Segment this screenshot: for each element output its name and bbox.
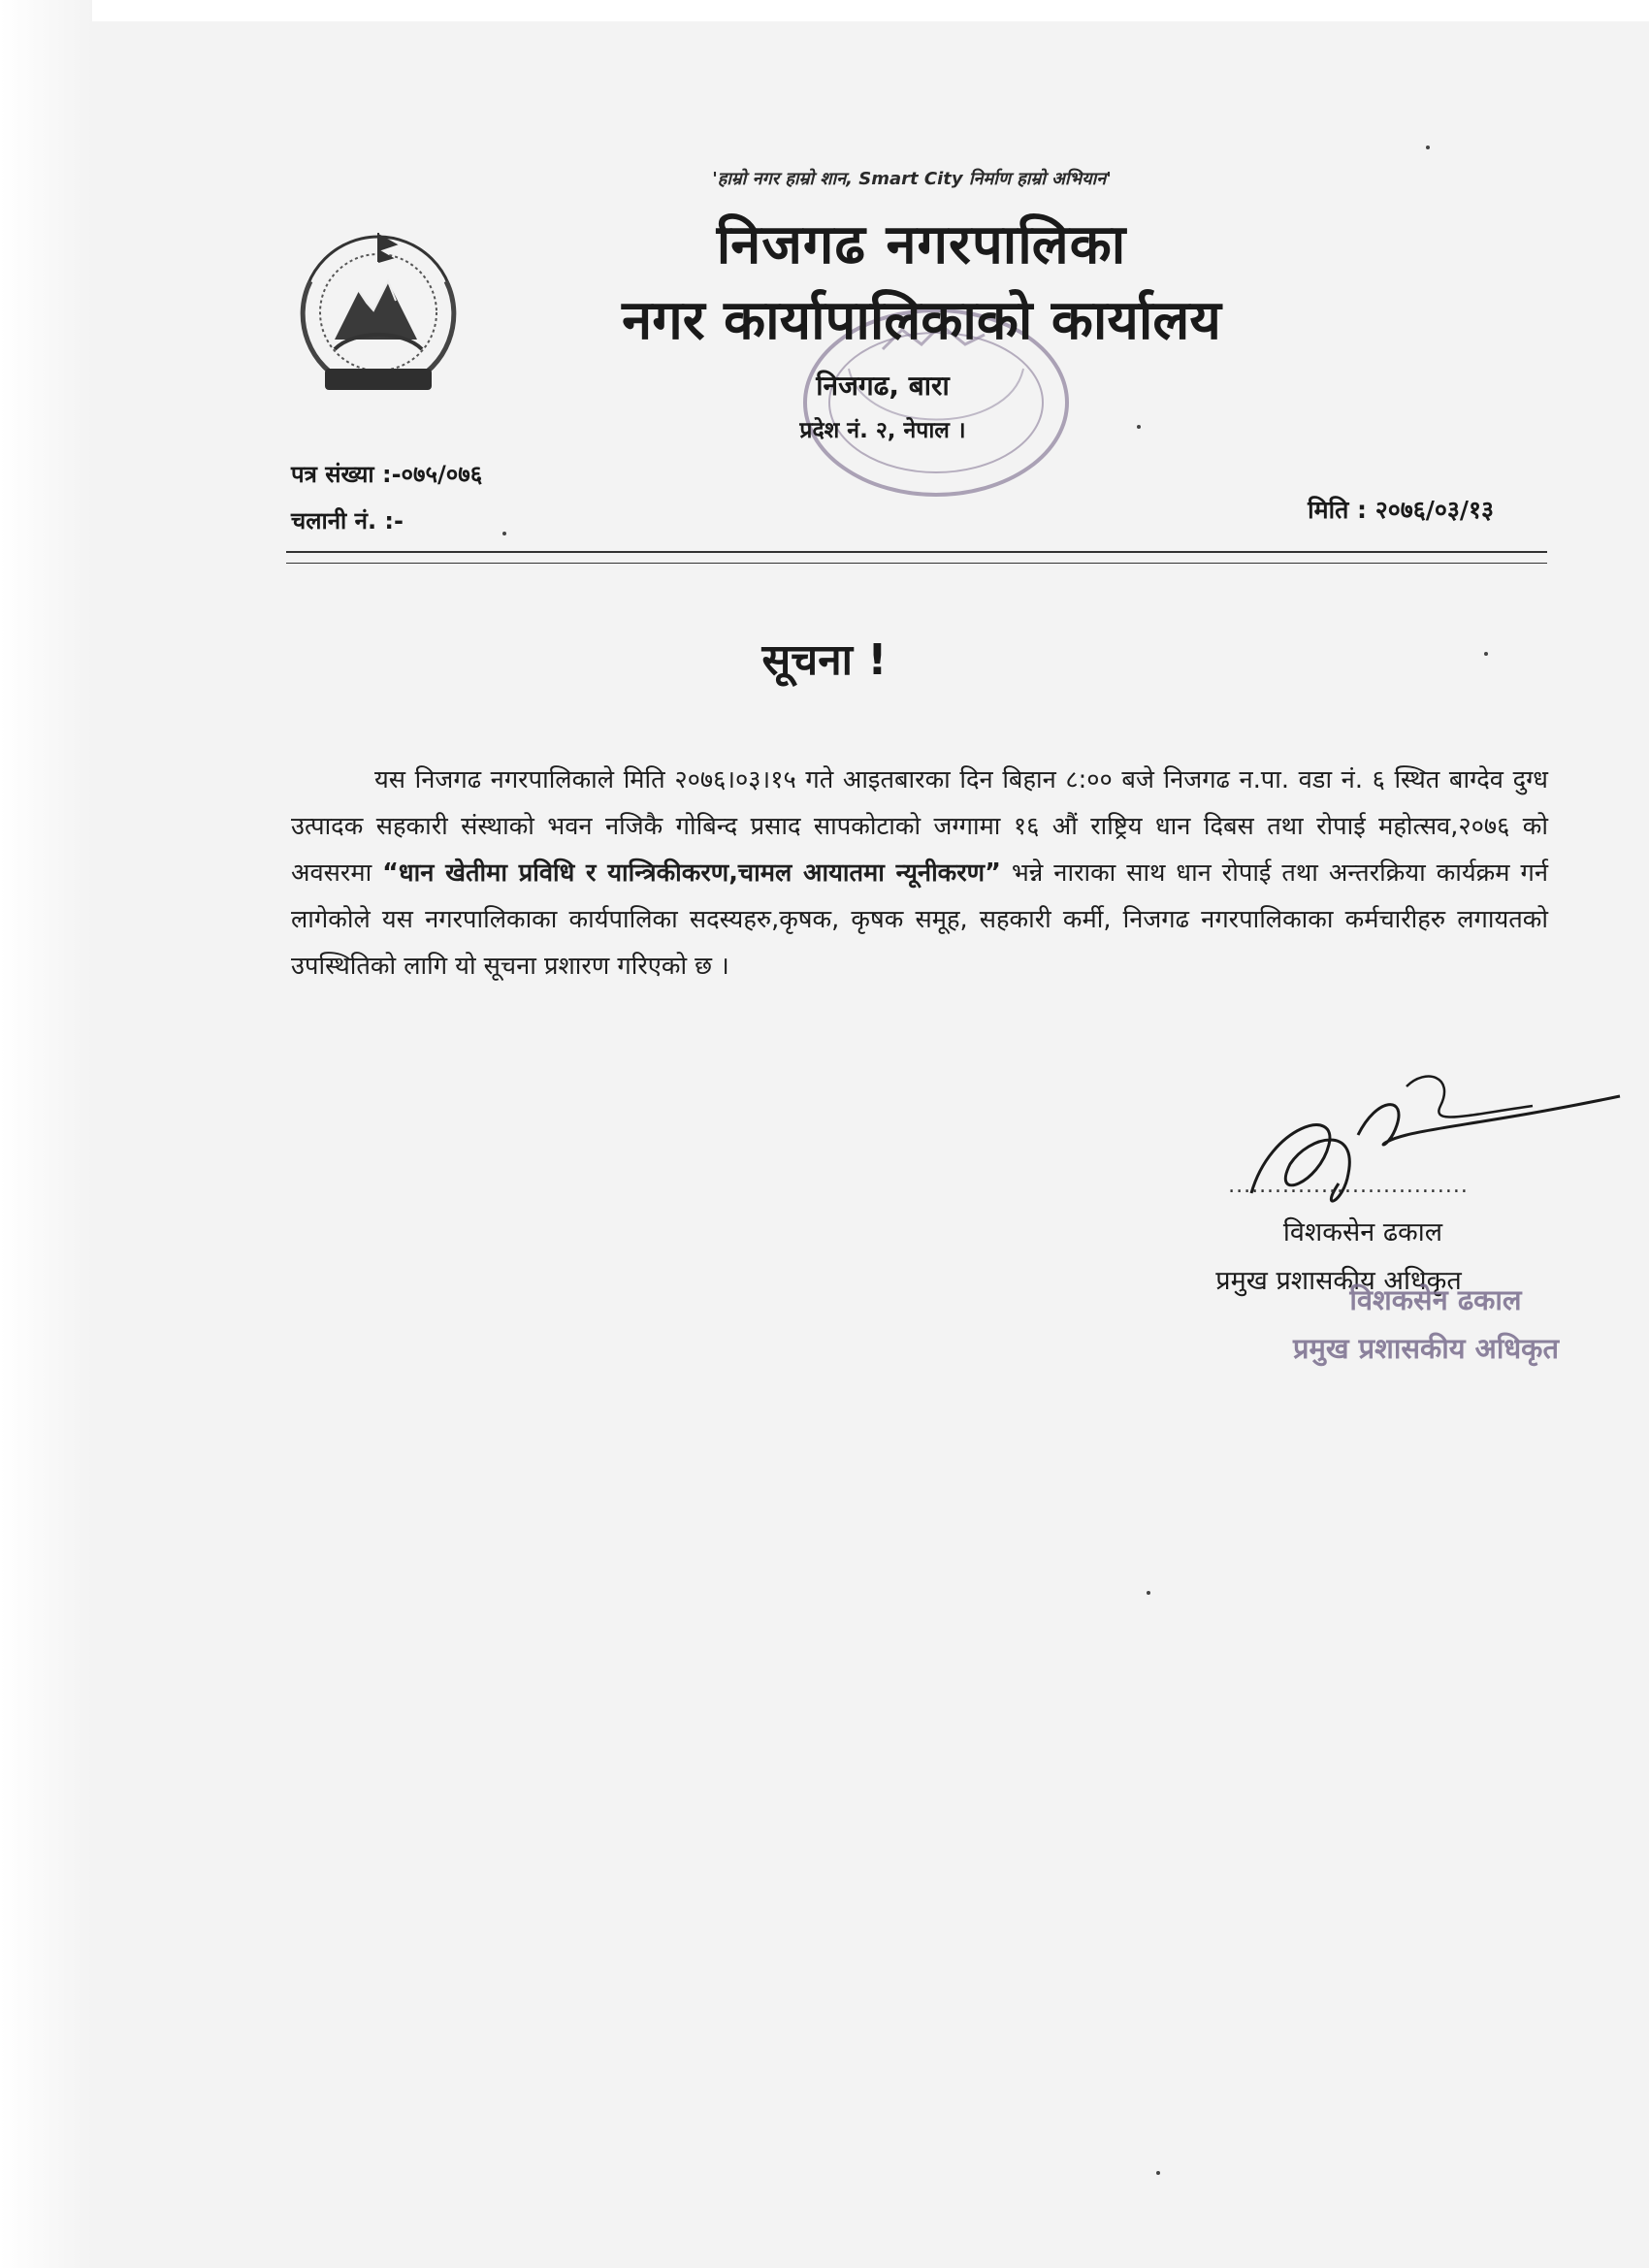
scan-speck <box>1484 652 1488 656</box>
office-title: नगर कार्यापालिकाको कार्यालय <box>622 289 1221 352</box>
scan-speck <box>1147 1591 1150 1595</box>
address-province: प्रदेश नं. २, नेपाल । <box>799 418 966 443</box>
scan-speck <box>502 532 506 535</box>
header-divider <box>286 563 1547 564</box>
scan-speck <box>1426 146 1430 149</box>
handwritten-signature-icon <box>1212 1067 1649 1222</box>
address-location: निजगढ, बारा <box>816 370 950 402</box>
notice-body-text: यस निजगढ नगरपालिकाले मिति २०७६।०३।१५ गते आइतबारका दिन बिहान ८:०० बजे निजगढ न.पा. वडा नं. ६ स्थित बाग्देव दुग्ध उत्पादक सहकारी संस्थाको भवन नजिकै गोबिन्द प्रसाद सापकोटाको जग्गामा १६ औं राष्ट्रिय धान दिबस तथा रोपाई महोत्सव,२०७६ को अवसरमा <box>291 765 1548 888</box>
campaign-slogan: “धान खेतीमा प्रविधि र यान्त्रिकीकरण,चामल आयातमा न्यूनीकरण” <box>382 859 1001 888</box>
scan-speck <box>1137 425 1141 429</box>
signatory-title: प्रमुख प्रशासकीय अधिकृत <box>1215 1266 1462 1296</box>
municipality-title: निजगढ नगरपालिका <box>716 213 1127 276</box>
scan-edge <box>0 0 92 2268</box>
signatory-name: विशकसेन ढकाल <box>1282 1217 1443 1247</box>
notice-body <box>291 757 1548 989</box>
stamp-name: विशकसेन ढकाल <box>1349 1283 1522 1316</box>
notice-body-text: भन्ने नाराका साथ धान रोपाई तथा अन्तरक्रिया कार्यक्रम गर्न लागेकोले यस नगरपालिकाका कार्यपालिका सदस्यहरु,कृषक, कृषक समूह, सहकारी कर्मी, निजगढ नगरपालिकाका कर्मचारीहरु लगायतको उपस्थितिको लागि यो सूचना प्रशारण गरिएको छ । <box>291 859 1548 981</box>
stamp-title: प्रमुख प्रशासकीय अधिकृत <box>1292 1332 1559 1365</box>
letter-date: मिति : २०७६/०३/१३ <box>1308 496 1494 524</box>
letter-number: पत्र संख्या :-०७५/०७६ <box>291 461 483 488</box>
signature-line: ............................... <box>1228 1174 1469 1198</box>
notice-heading: सूचना ! <box>761 635 888 685</box>
scan-speck <box>1156 2171 1160 2175</box>
dispatch-number: चलानी नं. :- <box>291 507 404 535</box>
nepal-emblem-icon <box>281 223 475 407</box>
scan-edge <box>0 0 1649 21</box>
header-slogan: 'हाम्रो नगर हाम्रो शान, Smart City निर्माण हाम्रो अभियान' <box>712 169 1112 189</box>
header-divider <box>286 551 1547 553</box>
